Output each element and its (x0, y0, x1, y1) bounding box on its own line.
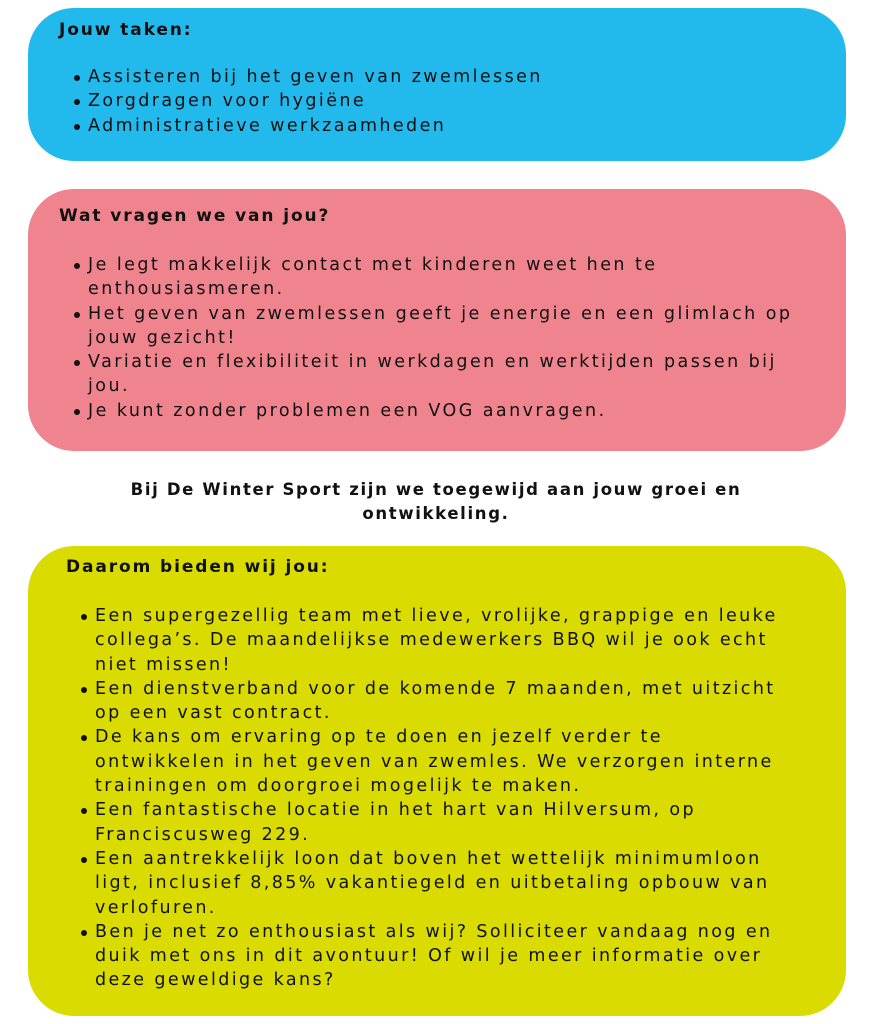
list-item: Zorgdragen voor hygiëne (88, 89, 828, 113)
bullet-icon (74, 124, 80, 130)
list-item: Een supergezellig team met lieve, vrolijke, grappige en leuke collega’s. De maandelijkse medewerkers BBQ wil je ook echt niet missen! (95, 604, 835, 677)
offer-heading: Daarom bieden wij jou: (66, 557, 330, 577)
bullet-icon (81, 930, 87, 936)
tasks-heading: Jouw taken: (59, 20, 193, 40)
list-item: Het geven van zwemlessen geeft je energie en een glimlach op jouw gezicht! (88, 302, 833, 351)
bullet-icon (81, 614, 87, 620)
list-item: Een fantastische locatie in het hart van Hilversum, op Franciscusweg 229. (95, 798, 835, 847)
tasks-list (88, 65, 828, 138)
bullet-icon (74, 263, 80, 269)
commitment-statement: Bij De Winter Sport zijn we toegewijd aan jouw groei en ontwikkeling. (130, 480, 742, 523)
list-item: Je legt makkelijk contact met kinderen weet hen te enthousiasmeren. (88, 253, 833, 302)
requirements-heading: Wat vragen we van jou? (59, 206, 331, 226)
bullet-icon (81, 735, 87, 741)
offer-card (28, 546, 846, 1016)
bullet-icon (74, 312, 80, 318)
list-item: Variatie en flexibiliteit in werkdagen en werktijden passen bij jou. (88, 350, 833, 399)
bullet-icon (74, 75, 80, 81)
offer-list (95, 604, 835, 993)
tasks-card (28, 8, 846, 161)
list-item: Een dienstverband voor de komende 7 maanden, met uitzicht op een vast contract. (95, 677, 835, 726)
bullet-icon (81, 808, 87, 814)
bullet-icon (74, 99, 80, 105)
bullet-icon (74, 409, 80, 415)
list-item: Een aantrekkelijk loon dat boven het wettelijk minimumloon ligt, inclusief 8,85% vakantiegeld en uitbetaling opbouw van verlofuren. (95, 847, 835, 920)
bullet-icon (81, 857, 87, 863)
list-item: De kans om ervaring op te doen en jezelf verder te ontwikkelen in het geven van zwemles. We verzorgen interne trainingen om doorgroei mogelijk te maken. (95, 725, 835, 798)
list-item: Je kunt zonder problemen een VOG aanvragen. (88, 399, 833, 423)
list-item: Ben je net zo enthousiast als wij? Solliciteer vandaag nog en duik met ons in dit avontuur! Of wil je meer informatie over deze geweldige kans? (95, 920, 835, 993)
requirements-list (88, 253, 833, 423)
requirements-card (28, 189, 846, 451)
list-item: Administratieve werkzaamheden (88, 114, 828, 138)
bullet-icon (74, 360, 80, 366)
bullet-icon (81, 687, 87, 693)
list-item: Assisteren bij het geven van zwemlessen (88, 65, 828, 89)
